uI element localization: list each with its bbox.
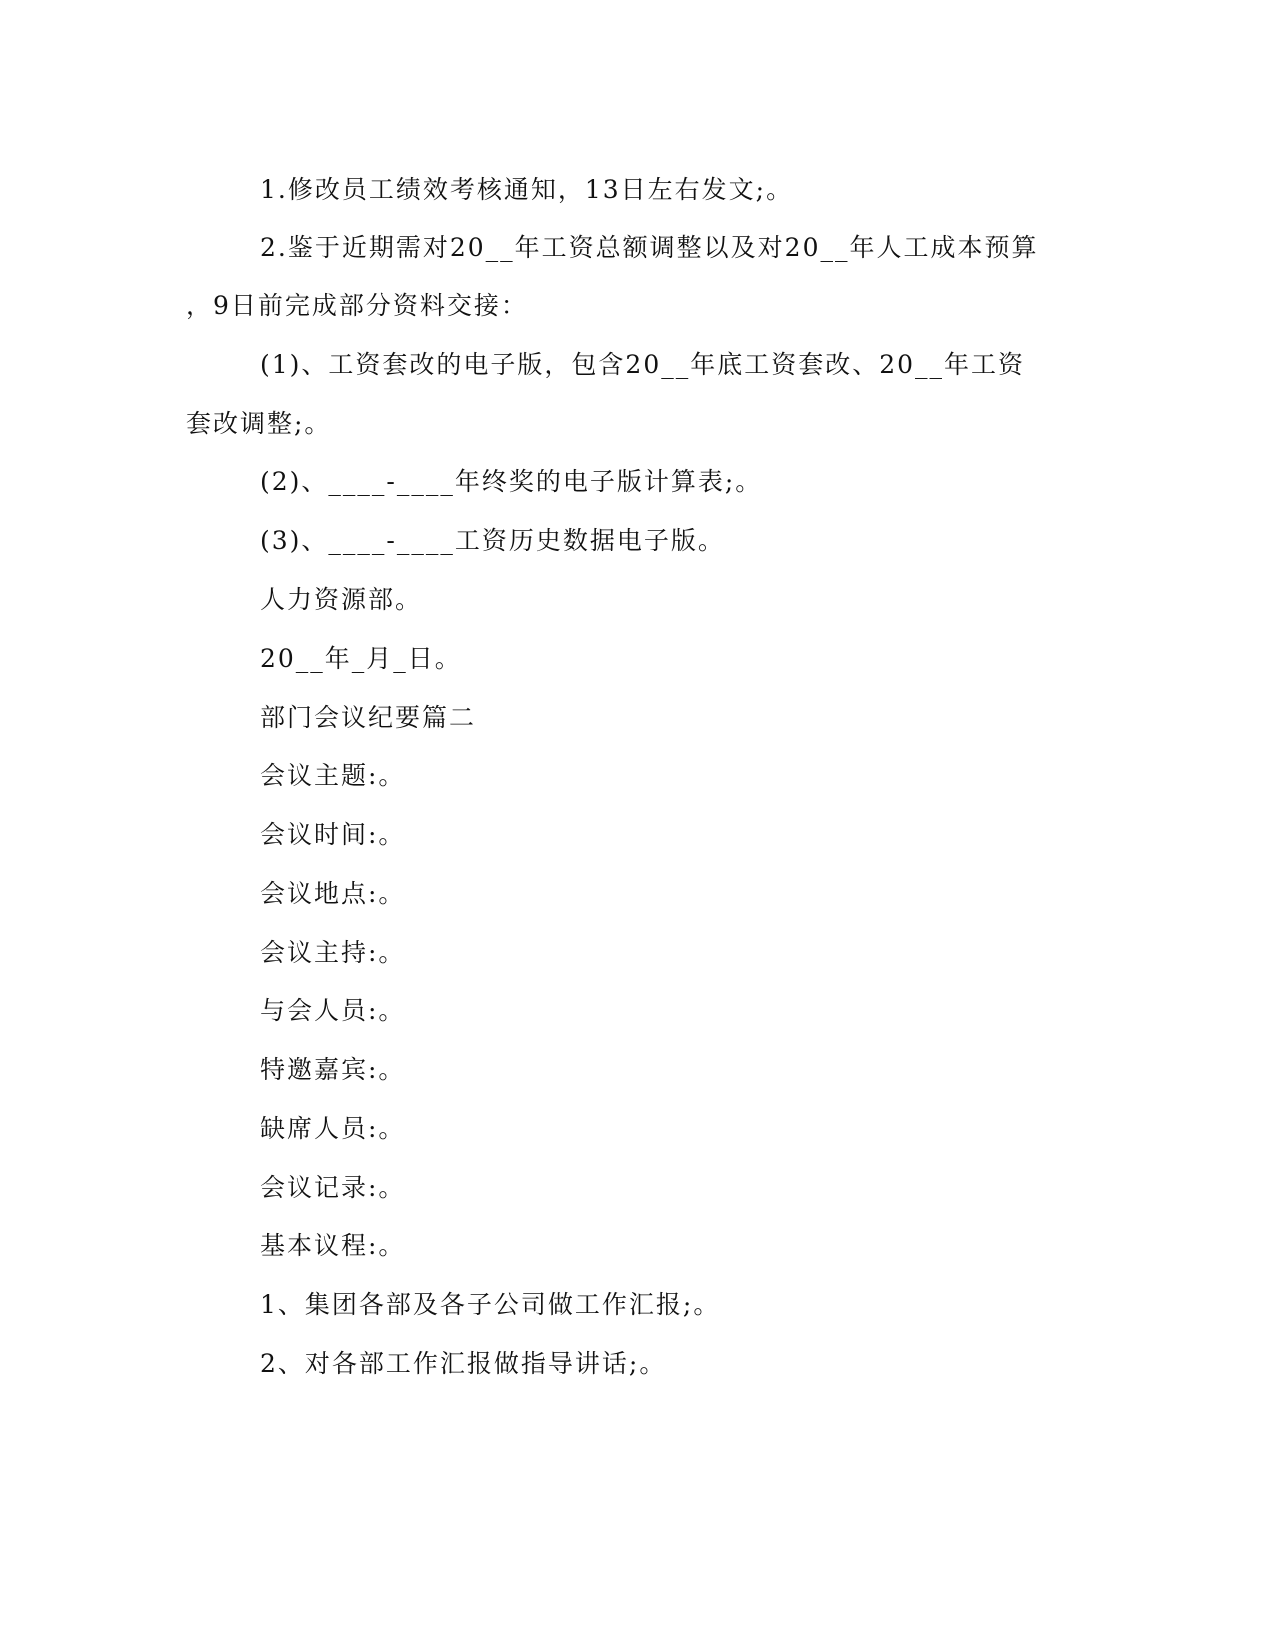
meeting-topic: 会议主题:。 xyxy=(260,761,406,790)
notice-item-1: 1.修改员工绩效考核通知，13日左右发文;。 xyxy=(260,175,794,204)
meeting-time: 会议时间:。 xyxy=(260,820,406,849)
signature-date: 20__年_月_日。 xyxy=(260,644,462,673)
signature-department: 人力资源部。 xyxy=(260,585,423,614)
meeting-minutes: 会议记录:。 xyxy=(260,1173,406,1202)
sub-item-1-continued: 套改调整;。 xyxy=(186,409,332,438)
absent-members: 缺席人员:。 xyxy=(260,1114,406,1143)
sub-item-1: (1)、工资套改的电子版，包含20__年底工资套改、20__年工资 xyxy=(260,350,1026,379)
notice-item-2: 2.鉴于近期需对20__年工资总额调整以及对20__年人工成本预算 xyxy=(260,233,1039,262)
meeting-location: 会议地点:。 xyxy=(260,879,406,908)
special-guests: 特邀嘉宾:。 xyxy=(260,1055,406,1084)
meeting-host: 会议主持:。 xyxy=(260,938,406,967)
agenda-item-2: 2、对各部工作汇报做指导讲话;。 xyxy=(260,1349,667,1378)
section-title: 部门会议纪要篇二 xyxy=(260,703,477,732)
notice-item-2-continued: ，9日前完成部分资料交接： xyxy=(186,291,528,320)
meeting-attendees: 与会人员:。 xyxy=(260,996,406,1025)
sub-item-3: (3)、____-____工资历史数据电子版。 xyxy=(260,526,725,555)
sub-item-2: (2)、____-____年终奖的电子版计算表;。 xyxy=(260,467,763,496)
basic-agenda: 基本议程:。 xyxy=(260,1231,406,1260)
agenda-item-1: 1、集团各部及各子公司做工作汇报;。 xyxy=(260,1290,721,1319)
